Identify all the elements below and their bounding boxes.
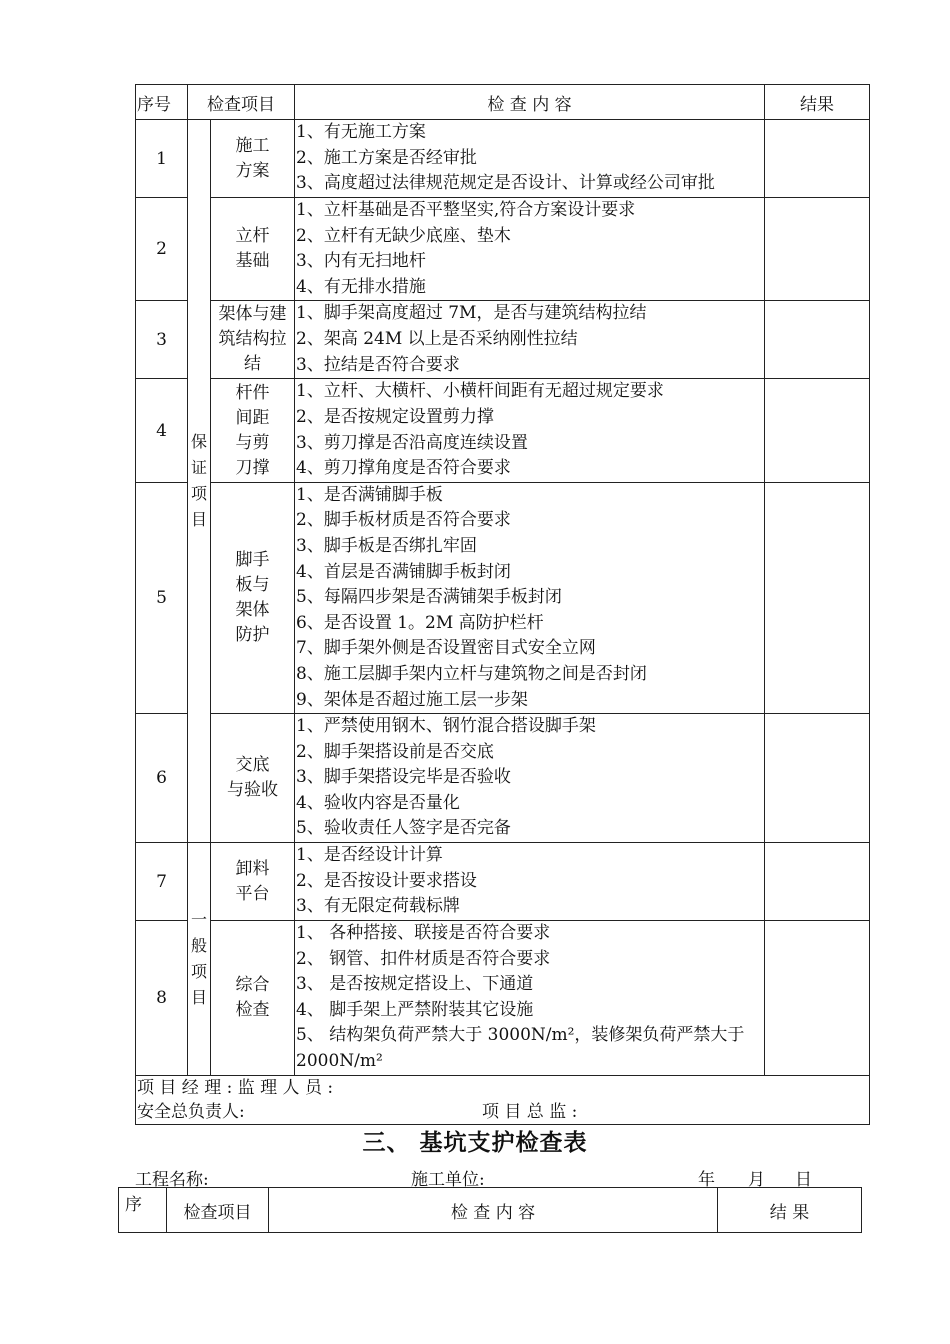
check-item-text: 立杆: [235, 226, 270, 247]
project-name-label: 工程名称:: [135, 1170, 209, 1190]
content-line: 1、是否满铺脚手板: [296, 484, 443, 505]
content-line: 7、脚手架外侧是否设置密目式安全立网: [296, 638, 596, 659]
project-director-label: 项 目 总 监 :: [482, 1101, 578, 1122]
contractor-label: 施工单位:: [411, 1170, 485, 1190]
check-item-text: 综合: [235, 974, 270, 995]
check-item-text: 脚手: [235, 549, 270, 570]
content-line: 3、 是否按规定搭设上、下通道: [296, 974, 534, 995]
content-line: 2、脚手板材质是否符合要求: [296, 510, 511, 531]
content-line: 1、立杆、大横杆、小横杆间距有无超过规定要求: [296, 381, 664, 402]
table-header-row: [136, 85, 870, 120]
general-items-group: [188, 843, 211, 1076]
group-char: 保: [190, 432, 207, 452]
safety-chief-label: 安全总负责人:: [137, 1101, 245, 1122]
group-char: 般: [190, 935, 207, 955]
check-item-text: 方案: [235, 160, 270, 181]
check-item-text: 架体: [235, 599, 270, 620]
group-char: 目: [190, 987, 207, 1007]
content-line: 2、立杆有无缺少底座、垫木: [296, 225, 511, 246]
header-result: 结 果: [718, 1188, 862, 1233]
table-row: [136, 714, 870, 843]
check-content: [295, 120, 765, 198]
result-cell: [765, 379, 870, 482]
content-line: 1、是否经设计计算: [296, 845, 443, 866]
group-char: 项: [190, 484, 207, 504]
check-item-text: 防护: [235, 624, 270, 645]
content-line: 1、 各种搭接、联接是否符合要求: [296, 923, 551, 944]
content-line: 2、是否按设计要求搭设: [296, 870, 477, 891]
check-item-text: 与验收: [227, 780, 278, 801]
row-number: 1: [136, 120, 188, 198]
row-number: 3: [136, 301, 188, 379]
result-cell: [765, 843, 870, 921]
header-seq: 序号: [136, 85, 188, 120]
signature-footer: [136, 1075, 870, 1124]
content-line: 5、每隔四步架是否满铺架手板封闭: [296, 587, 562, 608]
check-item-text: 板与: [235, 574, 270, 595]
table-row: [136, 120, 870, 198]
result-cell: [765, 120, 870, 198]
check-content: [295, 714, 765, 843]
check-item-text: 杆件: [235, 382, 270, 403]
check-item-text: 平台: [235, 883, 270, 904]
content-line: 8、施工层脚手架内立杆与建筑物之间是否封闭: [296, 663, 647, 684]
content-line: 9、架体是否超过施工层一步架: [296, 689, 528, 710]
check-item: [211, 482, 295, 713]
content-line: 4、验收内容是否量化: [296, 792, 460, 813]
check-content: [295, 301, 765, 379]
check-item-text: 与剪: [235, 432, 270, 453]
group-char: 项: [190, 961, 207, 981]
check-item-text: 交底: [235, 755, 270, 776]
content-line: 6、是否设置 1。2M 高防护栏杆: [296, 612, 544, 633]
row-number: 2: [136, 198, 188, 301]
content-line: 3、有无限定荷载标牌: [296, 896, 460, 917]
check-content: [295, 198, 765, 301]
check-item: [211, 714, 295, 843]
table-header-row: [119, 1188, 862, 1233]
table-row: [136, 301, 870, 379]
result-cell: [765, 198, 870, 301]
check-item-text: 检查: [235, 999, 270, 1020]
content-line: 2、架高 24M 以上是否采纳刚性拉结: [296, 329, 578, 350]
row-number: 4: [136, 379, 188, 482]
header-seq: 序: [119, 1188, 167, 1233]
row-number: 8: [136, 921, 188, 1076]
table-row: [136, 482, 870, 713]
content-line: 3、脚手架搭设完毕是否验收: [296, 767, 511, 788]
content-line: 3、高度超过法律规范规定是否设计、计算或经公司审批: [296, 173, 715, 194]
result-cell: [765, 921, 870, 1076]
group-char: 目: [190, 510, 207, 530]
guarantee-items-group: [188, 120, 211, 843]
year-label: 年: [698, 1170, 715, 1190]
table-row: [136, 843, 870, 921]
content-line: 1、脚手架高度超过 7M，是否与建筑结构拉结: [296, 303, 647, 324]
row-number: 6: [136, 714, 188, 843]
row-number: 5: [136, 482, 188, 713]
content-line: 2、是否按规定设置剪力撑: [296, 406, 494, 427]
check-item-text: 架体与建: [218, 304, 287, 325]
content-line: 1、有无施工方案: [296, 122, 426, 143]
result-cell: [765, 482, 870, 713]
content-line: 5、 结构架负荷严禁大于 3000N/m²，装修架负荷严禁大于 2000N/m²: [296, 1025, 745, 1072]
content-line: 2、施工方案是否经审批: [296, 147, 477, 168]
pit-support-table: [118, 1187, 862, 1233]
content-line: 4、有无排水措施: [296, 276, 426, 297]
scaffold-inspection-table: [135, 84, 870, 1125]
result-cell: [765, 714, 870, 843]
header-content: 检 查 内 容: [269, 1188, 718, 1233]
check-content: [295, 843, 765, 921]
check-item: [211, 921, 295, 1076]
content-line: 4、 脚手架上严禁附装其它设施: [296, 999, 534, 1020]
group-char: 证: [190, 458, 207, 478]
table-row: [136, 198, 870, 301]
section-title: 三、 基坑支护检查表: [362, 1129, 588, 1156]
table-row: [136, 921, 870, 1076]
content-line: 1、立杆基础是否平整坚实,符合方案设计要求: [296, 200, 636, 220]
header-result: 结果: [765, 85, 870, 120]
check-item-text: 结: [244, 354, 261, 375]
content-line: 3、脚手板是否绑扎牢固: [296, 535, 477, 556]
result-cell: [765, 301, 870, 379]
content-line: 3、拉结是否符合要求: [296, 354, 460, 375]
day-label: 日: [795, 1170, 812, 1190]
content-line: 2、 钢管、扣件材质是否符合要求: [296, 948, 551, 969]
content-line: 3、剪刀撑是否沿高度连续设置: [296, 432, 528, 453]
header-content: 检 查 内 容: [295, 85, 765, 120]
month-label: 月: [748, 1170, 765, 1190]
table-row: [136, 379, 870, 482]
check-item: [211, 301, 295, 379]
footer-row: [136, 1075, 870, 1124]
content-line: 4、剪刀撑角度是否符合要求: [296, 458, 511, 479]
check-item: [211, 120, 295, 198]
group-char: 一: [190, 909, 207, 929]
check-content: [295, 379, 765, 482]
project-manager-label: 项 目 经 理 :: [137, 1077, 233, 1098]
content-line: 4、首层是否满铺脚手板封闭: [296, 561, 511, 582]
row-number: 7: [136, 843, 188, 921]
check-item-text: 基础: [235, 251, 270, 272]
content-line: 1、严禁使用钢木、钢竹混合搭设脚手架: [296, 716, 596, 737]
header-item: 检查项目: [167, 1188, 269, 1233]
content-line: 5、验收责任人签字是否完备: [296, 818, 511, 839]
check-item-text: 间距: [235, 407, 270, 428]
check-item-text: 刀撑: [235, 457, 270, 478]
supervisor-label: 监 理 人 员 :: [237, 1077, 334, 1098]
check-item: [211, 198, 295, 301]
check-item: [211, 379, 295, 482]
header-item: 检查项目: [188, 85, 295, 120]
content-line: 2、脚手架搭设前是否交底: [296, 741, 494, 762]
check-item-text: 卸料: [235, 858, 270, 879]
check-item: [211, 843, 295, 921]
check-content: [295, 482, 765, 713]
check-item-text: 筑结构拉: [218, 329, 287, 350]
check-item-text: 施工: [235, 135, 270, 156]
check-content: [295, 921, 765, 1076]
content-line: 3、内有无扫地杆: [296, 251, 426, 272]
